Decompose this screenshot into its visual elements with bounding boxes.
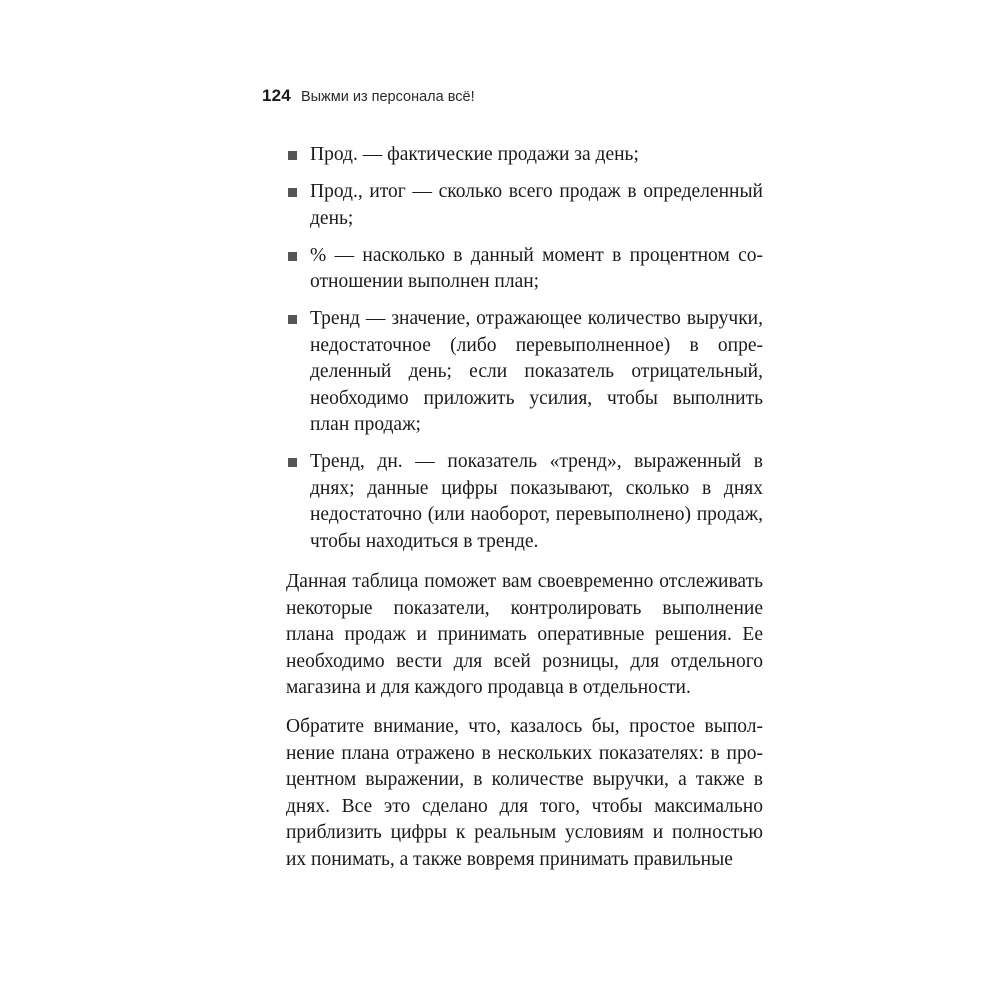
bullet-list bbox=[286, 142, 763, 555]
bullet-text: Прод., итог — сколько всего продаж в определенный день; bbox=[310, 181, 763, 229]
bullet-text: Тренд — значение, отражающее количество выручки, недостаточное (либо перевыполненное) в определенный день; если показатель отрицательный, необходимо приложить усилия, чтобы выполнить план продаж; bbox=[310, 308, 763, 435]
running-header bbox=[262, 86, 475, 108]
page-body bbox=[286, 142, 763, 886]
square-bullet-icon bbox=[288, 188, 297, 197]
bullet-item bbox=[286, 306, 763, 439]
square-bullet-icon bbox=[288, 252, 297, 261]
body-paragraph: Данная таблица поможет вам своевременно отслеживать некоторые показатели, контролировать выполнение плана продаж и принимать оперативные решения. Ее необходимо вести для всей розницы, для отдельного магазина и для каждого продавца в отдельности. bbox=[286, 571, 763, 698]
book-title: Выжми из персонала всё! bbox=[300, 89, 475, 105]
bullet-item bbox=[286, 179, 763, 232]
bullet-item bbox=[286, 142, 763, 169]
page-number: 124 bbox=[262, 86, 291, 105]
bullet-text: Тренд, дн. — показатель «тренд», выраженный в днях; данные цифры показывают, сколько в днях недостаточно (или наоборот, перевыполнено) продаж, чтобы находиться в тренде. bbox=[310, 451, 763, 552]
body-paragraph: Обратите внимание, что, казалось бы, простое выполнение плана отражено в нескольких показателях: в процентном выражении, в количестве выручки, а также в днях. Все это сделано для того, чтобы максимально приблизить цифры к реальным условиям и полностью их понимать, а также вовремя принимать правильные bbox=[286, 716, 763, 870]
square-bullet-icon bbox=[288, 151, 297, 160]
bullet-item bbox=[286, 243, 763, 296]
square-bullet-icon bbox=[288, 315, 297, 324]
bullet-item bbox=[286, 449, 763, 555]
bullet-text: Прод. — фактические продажи за день; bbox=[310, 144, 639, 165]
square-bullet-icon bbox=[288, 458, 297, 467]
bullet-text: % — насколько в данный момент в процентном соотношении выполнен план; bbox=[310, 244, 763, 292]
